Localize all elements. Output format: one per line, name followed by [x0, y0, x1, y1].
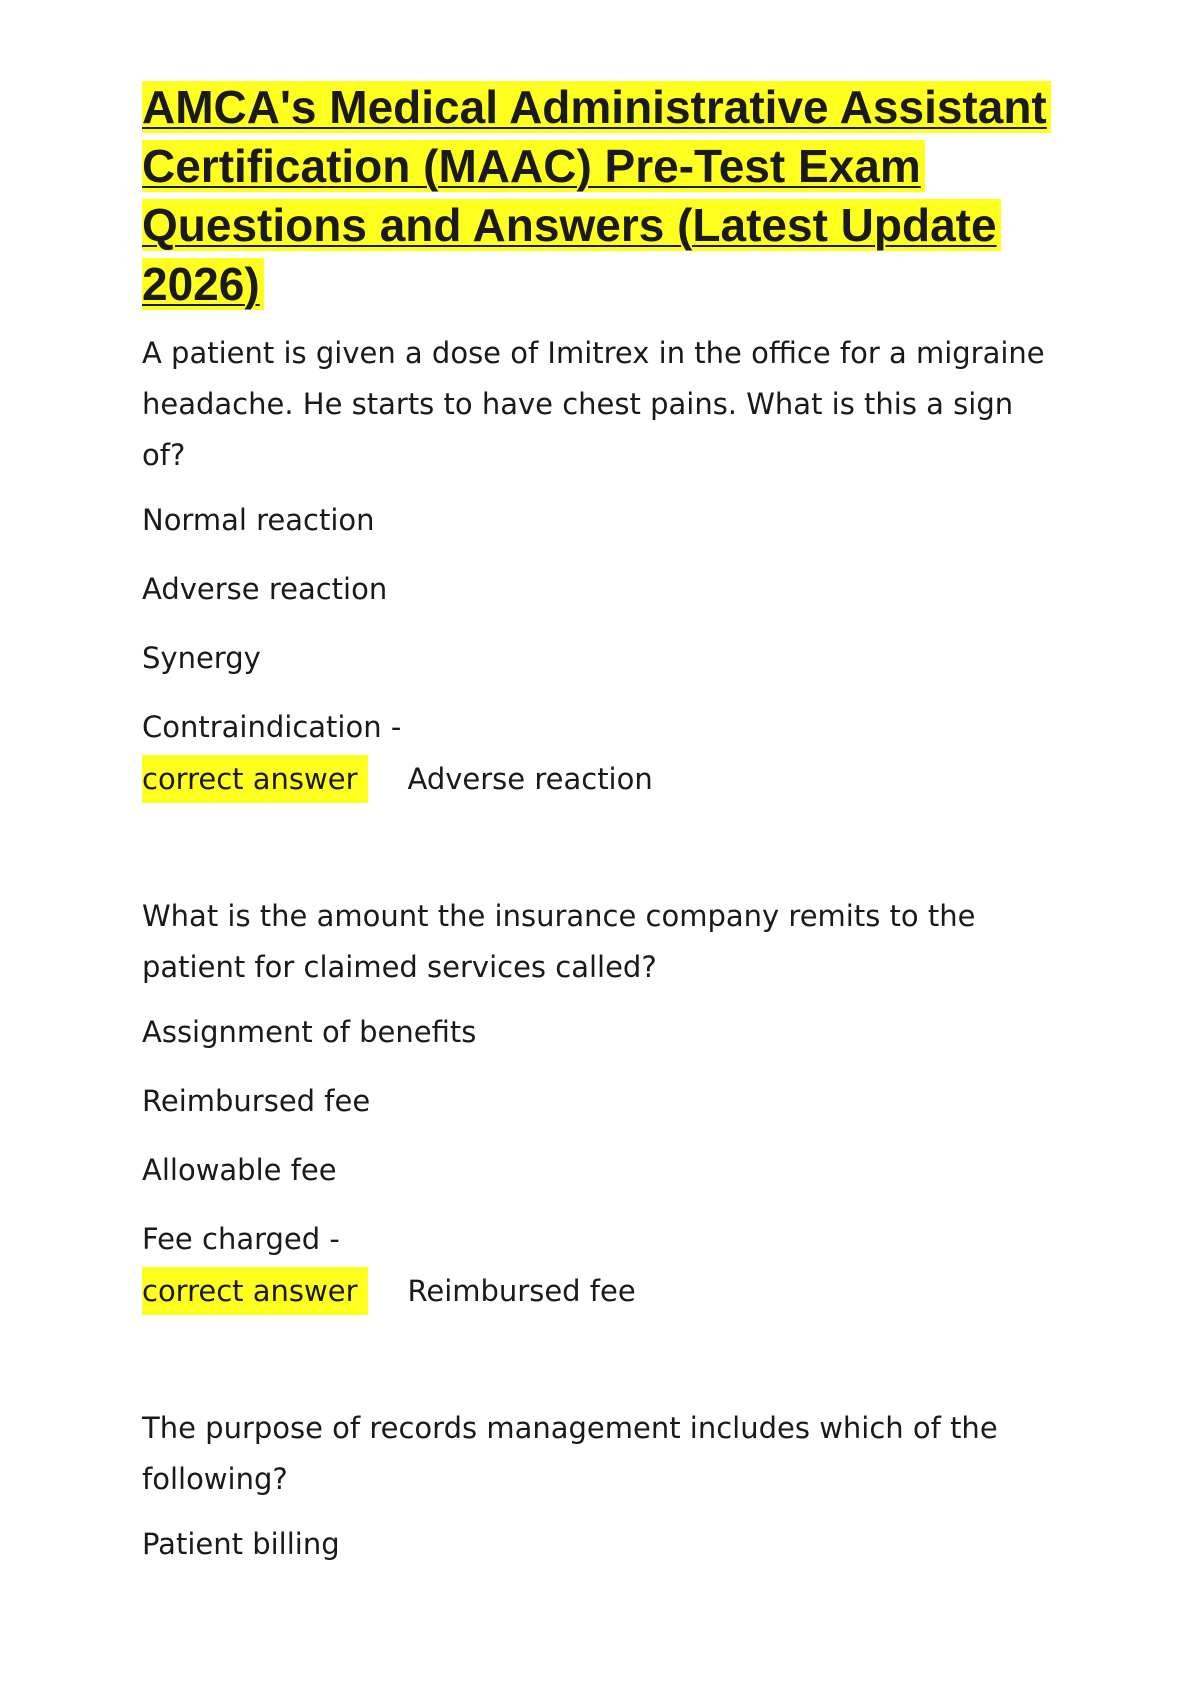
option-item: Adverse reaction: [142, 572, 388, 606]
question-text: The purpose of records management includes which of the following?: [142, 1411, 998, 1496]
option-item: Synergy: [142, 641, 261, 675]
answer-line: [142, 753, 1062, 805]
option-item: Contraindication -: [142, 710, 402, 744]
correct-answer-label: correct answer: [142, 1267, 368, 1315]
correct-answer-label: correct answer: [142, 755, 368, 803]
answer-value: Reimbursed fee: [407, 1274, 636, 1308]
answer-value: Adverse reaction: [407, 762, 653, 796]
option-item: Normal reaction: [142, 503, 375, 537]
block-spacer: [142, 1317, 1062, 1403]
answer-line: [142, 1265, 1062, 1317]
question-block-1: [142, 328, 1062, 805]
title-highlight: AMCA's Medical Administrative Assistant Certification (MAAC) Pre-Test Exam Questions and Answers (Latest Update 2026): [142, 81, 1051, 310]
document-title: [142, 78, 1062, 314]
option-item: Reimbursed fee: [142, 1084, 371, 1118]
block-spacer: [142, 805, 1062, 891]
option-item: Patient billing: [142, 1527, 340, 1561]
option-item: Allowable fee: [142, 1153, 337, 1187]
document-page: [142, 78, 1062, 1588]
option-item: Fee charged -: [142, 1222, 340, 1256]
question-text: What is the amount the insurance company remits to the patient for claimed services called?: [142, 899, 976, 984]
option-item: Assignment of benefits: [142, 1015, 477, 1049]
question-block-2: [142, 891, 1062, 1317]
question-text: A patient is given a dose of Imitrex in the office for a migraine headache. He starts to have chest pains. What is this a sign of?: [142, 336, 1045, 472]
question-block-3: [142, 1403, 1062, 1570]
